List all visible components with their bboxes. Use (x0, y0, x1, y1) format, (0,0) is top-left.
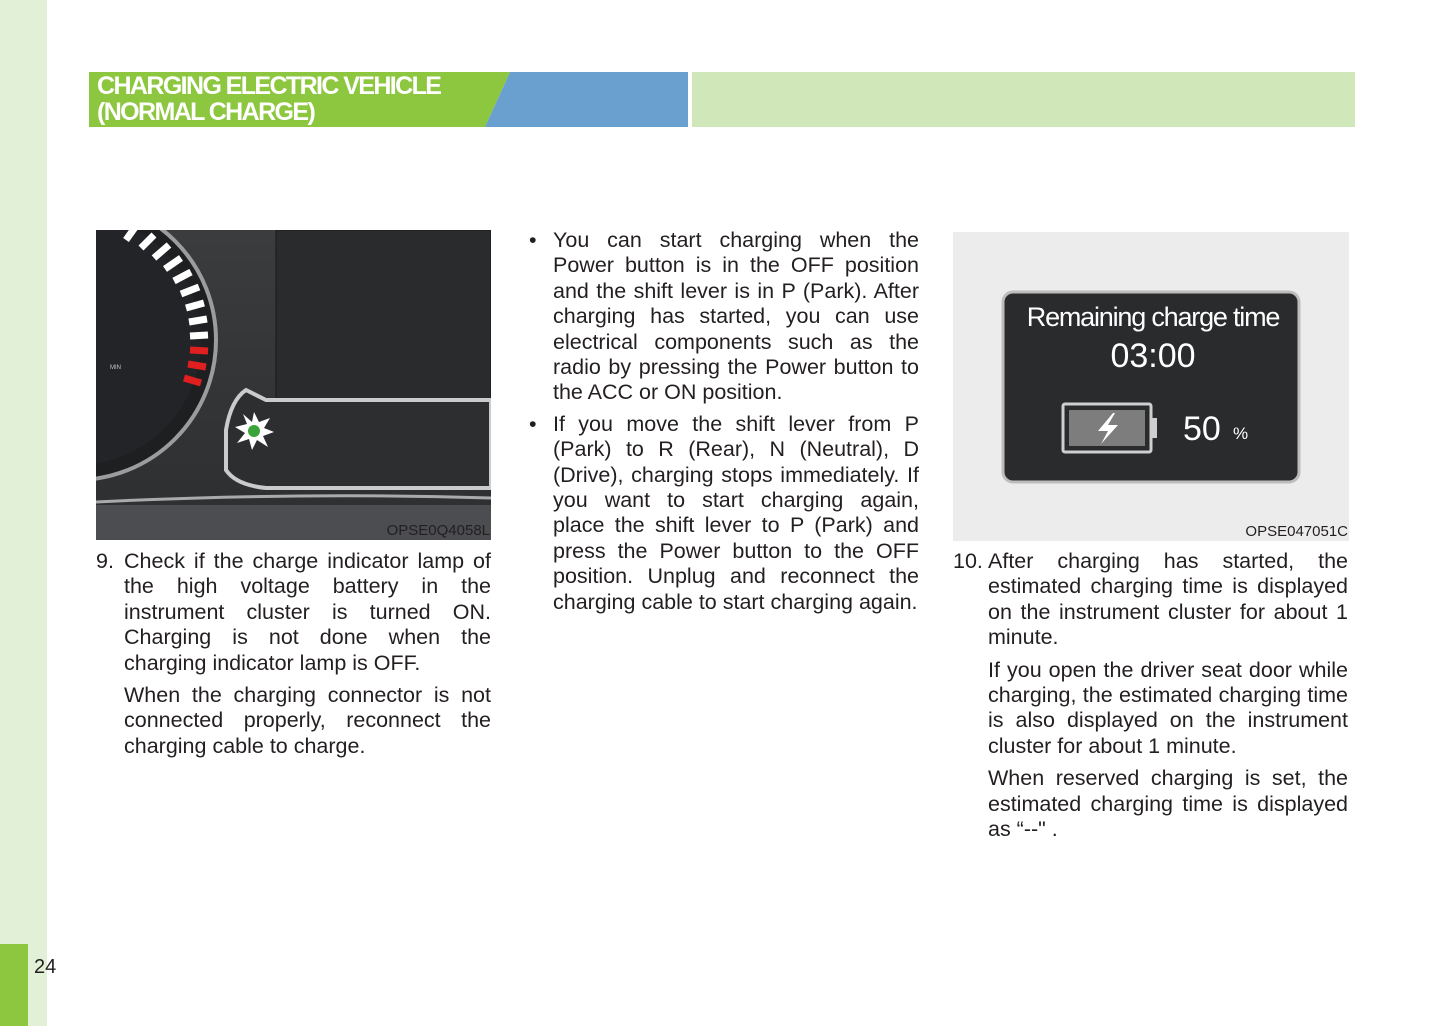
display-title: Remaining charge time (1026, 302, 1280, 332)
gauge-min-label: MIN (110, 365, 121, 371)
page-number: 24 (34, 956, 57, 978)
section-title (97, 73, 517, 125)
middle-column (527, 228, 919, 621)
bullet-text: If you move the shift lever from P (Park) to R (Rear), N (Neutral), D (Drive), charging stops immediately. If you want to start charging again, place the shift lever to P (Park) and press the Power button to the OFF position. Unplug and reconnect the charging cable to start charging again. (553, 411, 919, 614)
bullet-text: You can start charging when the Power button is in the OFF position and the shift lever is in P (Park). After charging has started, you can use electrical components such as the radio by pressing the Power button to the ACC or ON position. (553, 228, 919, 405)
display-percent-unit: % (1233, 424, 1249, 443)
step-10 (953, 549, 1348, 651)
step-9-number: 9. (96, 549, 114, 573)
step-10-number: 10. (953, 549, 983, 573)
left-column (96, 549, 491, 766)
battery-icon (1063, 404, 1157, 452)
figure-code-right: OPSE047051C (1245, 523, 1348, 540)
bullet-item (527, 228, 919, 406)
side-margin-strip (0, 0, 47, 1026)
step-10-note-door: If you open the driver seat door while charging, the estimated charging time is also displayed on the instrument cluster for about 1 minute. (988, 657, 1348, 758)
step-9-text: Check if the charge indicator lamp of the high voltage battery in the instrument cluster is turned ON. Charging is not done when the charging indicator lamp is OFF. (124, 549, 491, 675)
step-9-note: When the charging connector is not connected properly, reconnect the charging cable to charge. (124, 683, 491, 758)
step-10-text: After charging has started, the estimated charging time is displayed on the instrument cluster for about 1 minute. (988, 549, 1348, 650)
bullet-dot: • (529, 411, 537, 436)
page-tab (0, 944, 28, 1026)
cluster-illustration (96, 230, 491, 540)
step-10-note-reserved: When reserved charging is set, the estimated charging time is displayed as “--" . (988, 766, 1348, 842)
step-9 (96, 549, 491, 676)
bullet-item (527, 412, 919, 615)
banner-light-block (692, 72, 1355, 127)
figure-code-left: OPSE0Q4058L (386, 522, 490, 539)
charge-display-illustration (953, 232, 1349, 541)
section-title-line1: CHARGING ELECTRIC VEHICLE (97, 72, 441, 100)
instrument-cluster-image (96, 230, 491, 540)
section-title-line2: (NORMAL CHARGE) (97, 98, 315, 126)
bullet-dot: • (529, 228, 537, 252)
charge-time-display-image (953, 232, 1349, 541)
display-percent: 50 (1183, 410, 1221, 448)
display-time: 03:00 (1110, 337, 1196, 375)
right-column (953, 549, 1348, 849)
